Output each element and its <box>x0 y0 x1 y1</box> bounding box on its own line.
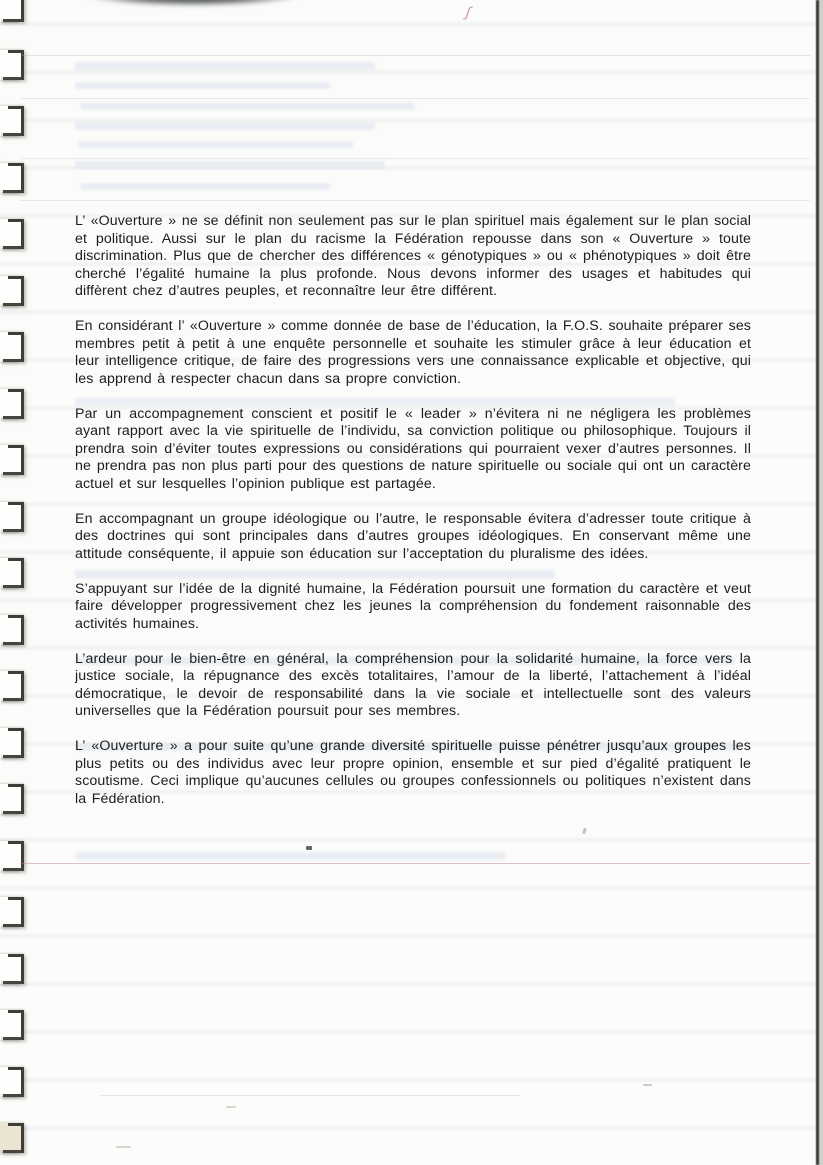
binding-hole <box>0 1123 24 1153</box>
scan-line-artifact <box>100 1095 520 1096</box>
scanner-shadow-smudge <box>88 0 298 6</box>
binding-hole <box>0 332 24 362</box>
paragraph-leader-accompagnement: Par un accompagnement conscient et positif le « leader » n’évitera ni ne négligera les problèmes ayant rapport avec la vie spirituelle de l’individu, sa conviction politique ou philosophique. Toujours il prendra soin d’éviter toutes expressions ou considérations qui pourraient vexer d’autres personnes. Il ne prendra pas non plus parti pour des questions de nature spirituelle ou sociale qui ont un caractère actuel et sur lesquelles l’opinion publique est partagée. <box>75 405 751 492</box>
scan-line-artifact <box>20 200 810 201</box>
scan-line-artifact <box>20 158 810 159</box>
dirt-speck <box>306 846 312 850</box>
binding-hole <box>0 784 24 814</box>
bleedthrough-ghost-line <box>78 141 353 148</box>
binding-hole <box>0 728 24 758</box>
bleedthrough-ghost-line <box>75 161 385 169</box>
bleedthrough-ghost-line <box>75 62 375 70</box>
binding-hole <box>0 0 24 22</box>
binding-hole <box>0 671 24 701</box>
binding-hole <box>0 445 24 475</box>
binding-hole <box>0 502 24 532</box>
binding-hole <box>0 1010 24 1040</box>
binding-hole <box>0 897 24 927</box>
scan-line-artifact <box>20 98 810 99</box>
paragraph-groupe-ideologique: En accompagnant un groupe idéologique ou l’autre, le responsable évitera d’adresser toute critique à des doctrines qui sont principales dans d’autres groupes idéologiques. En conservant même une attitude conséquente, il appuie son éducation sur l’acceptation du pluralisme des idées. <box>75 510 751 562</box>
binding-hole <box>0 615 24 645</box>
dirt-speck <box>226 1106 236 1108</box>
page-edge-shadow <box>816 0 819 1165</box>
paragraph-valeurs-universelles: L’ardeur pour le bien-être en général, la compréhension pour la solidarité humaine, la force vers la justice sociale, la répugnance des excès totalitaires, l’amour de la liberté, l’attachement à l’idéal démocratique, le devoir de responsabilité dans la vie sociale et intellectuelle sont des valeurs universelles que la Fédération poursuit pour ses membres. <box>75 650 751 719</box>
binding-hole <box>0 389 24 419</box>
binding-hole <box>0 954 24 984</box>
bleedthrough-ghost-line <box>75 82 330 89</box>
document-body <box>75 213 751 826</box>
binding-hole <box>0 1067 24 1097</box>
bleedthrough-ghost-line <box>75 122 375 130</box>
paragraph-dignite-humaine: S’appuyant sur l’idée de la dignité humaine, la Fédération poursuit une formation du caractère et veut faire développer progressivement chez les jeunes la compréhension du fondement raisonnable des activités humaines. <box>75 580 751 632</box>
scan-line-artifact-pink <box>20 863 810 864</box>
bleedthrough-ghost-line <box>80 183 330 190</box>
pink-squiggle-mark: ʃ <box>464 3 472 22</box>
binding-hole <box>0 106 24 136</box>
dirt-speck <box>582 828 587 835</box>
bleedthrough-ghost-line <box>80 102 415 110</box>
binding-hole <box>0 219 24 249</box>
binding-hole <box>0 163 24 193</box>
scan-line-artifact <box>20 55 810 56</box>
binding-hole <box>0 276 24 306</box>
paragraph-education-fos: En considérant l’ «Ouverture » comme donnée de base de l’éducation, la F.O.S. souhaite préparer ses membres petit à petit à une enquête personnelle et souhaite les stimuler grâce à leur éducation et leur intelligence critique, de faire des progressions vers une connaissance explicable et objective, qui les apprend à respecter chacun dans sa propre conviction. <box>75 318 751 387</box>
binding-hole <box>0 841 24 871</box>
scan-background-strip <box>819 0 823 1165</box>
paragraph-diversite-spirituelle: L’ «Ouverture » a pour suite qu’une grande diversité spirituelle puisse pénétrer jusqu’aux groupes les plus petits ou des individus avec leur propre opinion, ensemble et sur pied d’égalité pratiquent le scoutisme. Ceci implique qu’aucunes cellules ou groupes confessionnels ou politiques n’existent dans la Fédération. <box>75 738 751 807</box>
binding-hole <box>0 558 24 588</box>
paragraph-ouverture-definition: L’ «Ouverture » ne se définit non seulement pas sur le plan spirituel mais également sur le plan social et politique. Aussi sur le plan du racisme la Fédération repousse dans son « Ouverture » toute discrimination. Plus que de chercher des différences « génotypiques » ou « phénotypiques » doit être cherché l’égalité humaine la plus profonde. Nous devons informer des usages et habitudes qui diffèrent chez d’autres peuples, et reconnaître leur être différent. <box>75 213 751 299</box>
dirt-speck <box>116 1146 131 1148</box>
bleedthrough-ghost-line <box>75 852 505 860</box>
dirt-speck <box>643 1084 652 1086</box>
